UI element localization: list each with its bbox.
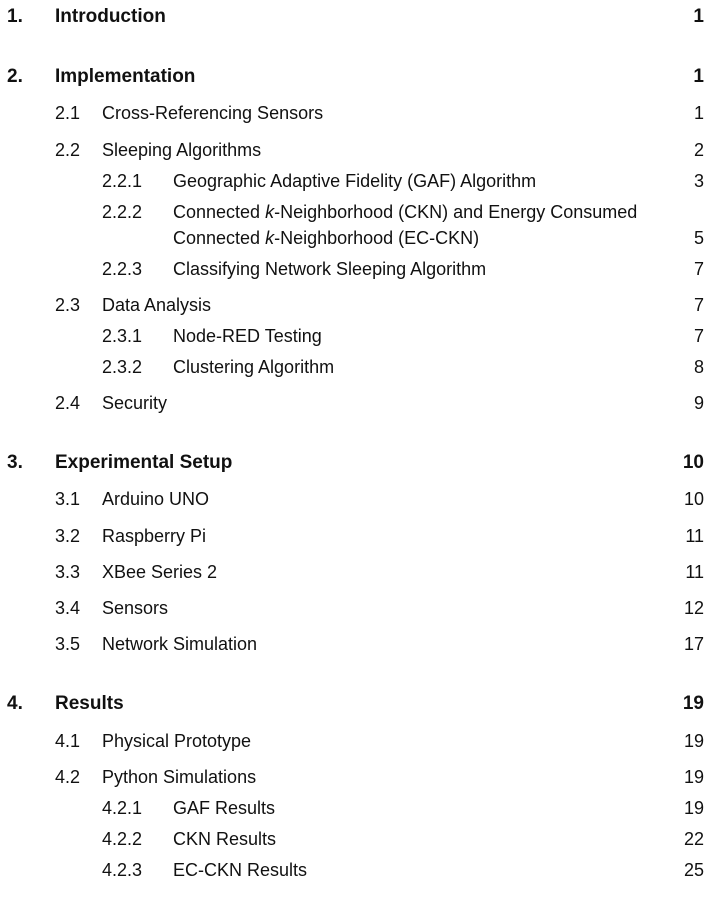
section-title: Arduino UNO [102,489,210,509]
page-number: 3 [693,171,704,191]
section-title: Experimental Setup [55,452,233,473]
section-title: GAF Results [173,798,276,818]
page-number: 19 [683,798,704,818]
page-number: 11 [685,562,704,582]
section-title: EC-CKN Results [173,860,308,880]
section-title: Sleeping Algorithms [102,140,262,160]
page-number: 10 [683,489,704,509]
section-title: Node-RED Testing [173,326,322,346]
page-number: 7 [693,259,704,279]
section-number: 3.5 [55,634,81,654]
section-number: 2.3.1 [102,326,143,346]
section-title: Raspberry Pi [102,526,207,546]
section-number: 3.2 [55,526,81,546]
page-number: 2 [693,140,704,160]
page-number: 11 [685,526,704,546]
section-number: 2.3 [55,295,81,315]
section-number: 2.2.3 [102,259,143,279]
page-number: 22 [683,829,704,849]
section-number: 3. [7,452,23,473]
page-number: 1 [693,103,704,123]
page-number: 1 [693,66,704,87]
section-title: CKN Results [173,829,277,849]
section-number: 3.4 [55,598,81,618]
page-number: 9 [693,393,704,413]
section-title: Python Simulations [102,767,257,787]
section-title: Security [102,393,168,413]
section-number: 2.2.2 [102,202,143,222]
page-number: 19 [683,731,704,751]
page-number: 7 [693,295,704,315]
page-number: 19 [682,693,704,714]
section-number: 2.2.1 [102,171,143,191]
page-number: 8 [693,357,704,377]
section-number: 4. [7,693,23,714]
section-title: Classifying Network Sleeping Algorithm [173,259,487,279]
page-number: 12 [683,598,704,618]
page-number: 17 [683,634,704,654]
section-number: 1. [7,6,23,27]
section-title: Implementation [55,66,196,87]
section-number: 4.2.3 [102,860,143,880]
section-title: Results [55,693,124,714]
page-number: 5 [693,228,704,248]
section-number: 4.2.1 [102,798,143,818]
section-title: Connected k-Neighborhood (CKN) and Energy Consumed Connected k-Neighborhood (EC-CKN) [173,202,638,248]
section-title: Clustering Algorithm [173,357,335,377]
page-number: 7 [693,326,704,346]
section-number: 2. [7,66,23,87]
page-number: 25 [683,860,704,880]
section-number: 4.1 [55,731,81,751]
toc-entry-ckn-ec-ckn[interactable] [0,199,727,251]
page-number: 19 [683,767,704,787]
section-number: 2.3.2 [102,357,143,377]
section-title: Physical Prototype [102,731,252,751]
section-title: Network Simulation [102,634,258,654]
section-number: 2.4 [55,393,81,413]
section-title: Introduction [55,6,166,27]
section-number: 4.2.2 [102,829,143,849]
section-number: 3.1 [55,489,81,509]
section-number: 4.2 [55,767,81,787]
section-number: 3.3 [55,562,81,582]
section-title: XBee Series 2 [102,562,218,582]
section-title: Data Analysis [102,295,212,315]
section-title: Cross-Referencing Sensors [102,103,324,123]
section-title: Geographic Adaptive Fidelity (GAF) Algorithm [173,171,537,191]
section-number: 2.1 [55,103,81,123]
section-number: 2.2 [55,140,81,160]
section-title: Sensors [102,598,169,618]
page-number: 10 [682,452,704,473]
page-number: 1 [693,6,704,27]
